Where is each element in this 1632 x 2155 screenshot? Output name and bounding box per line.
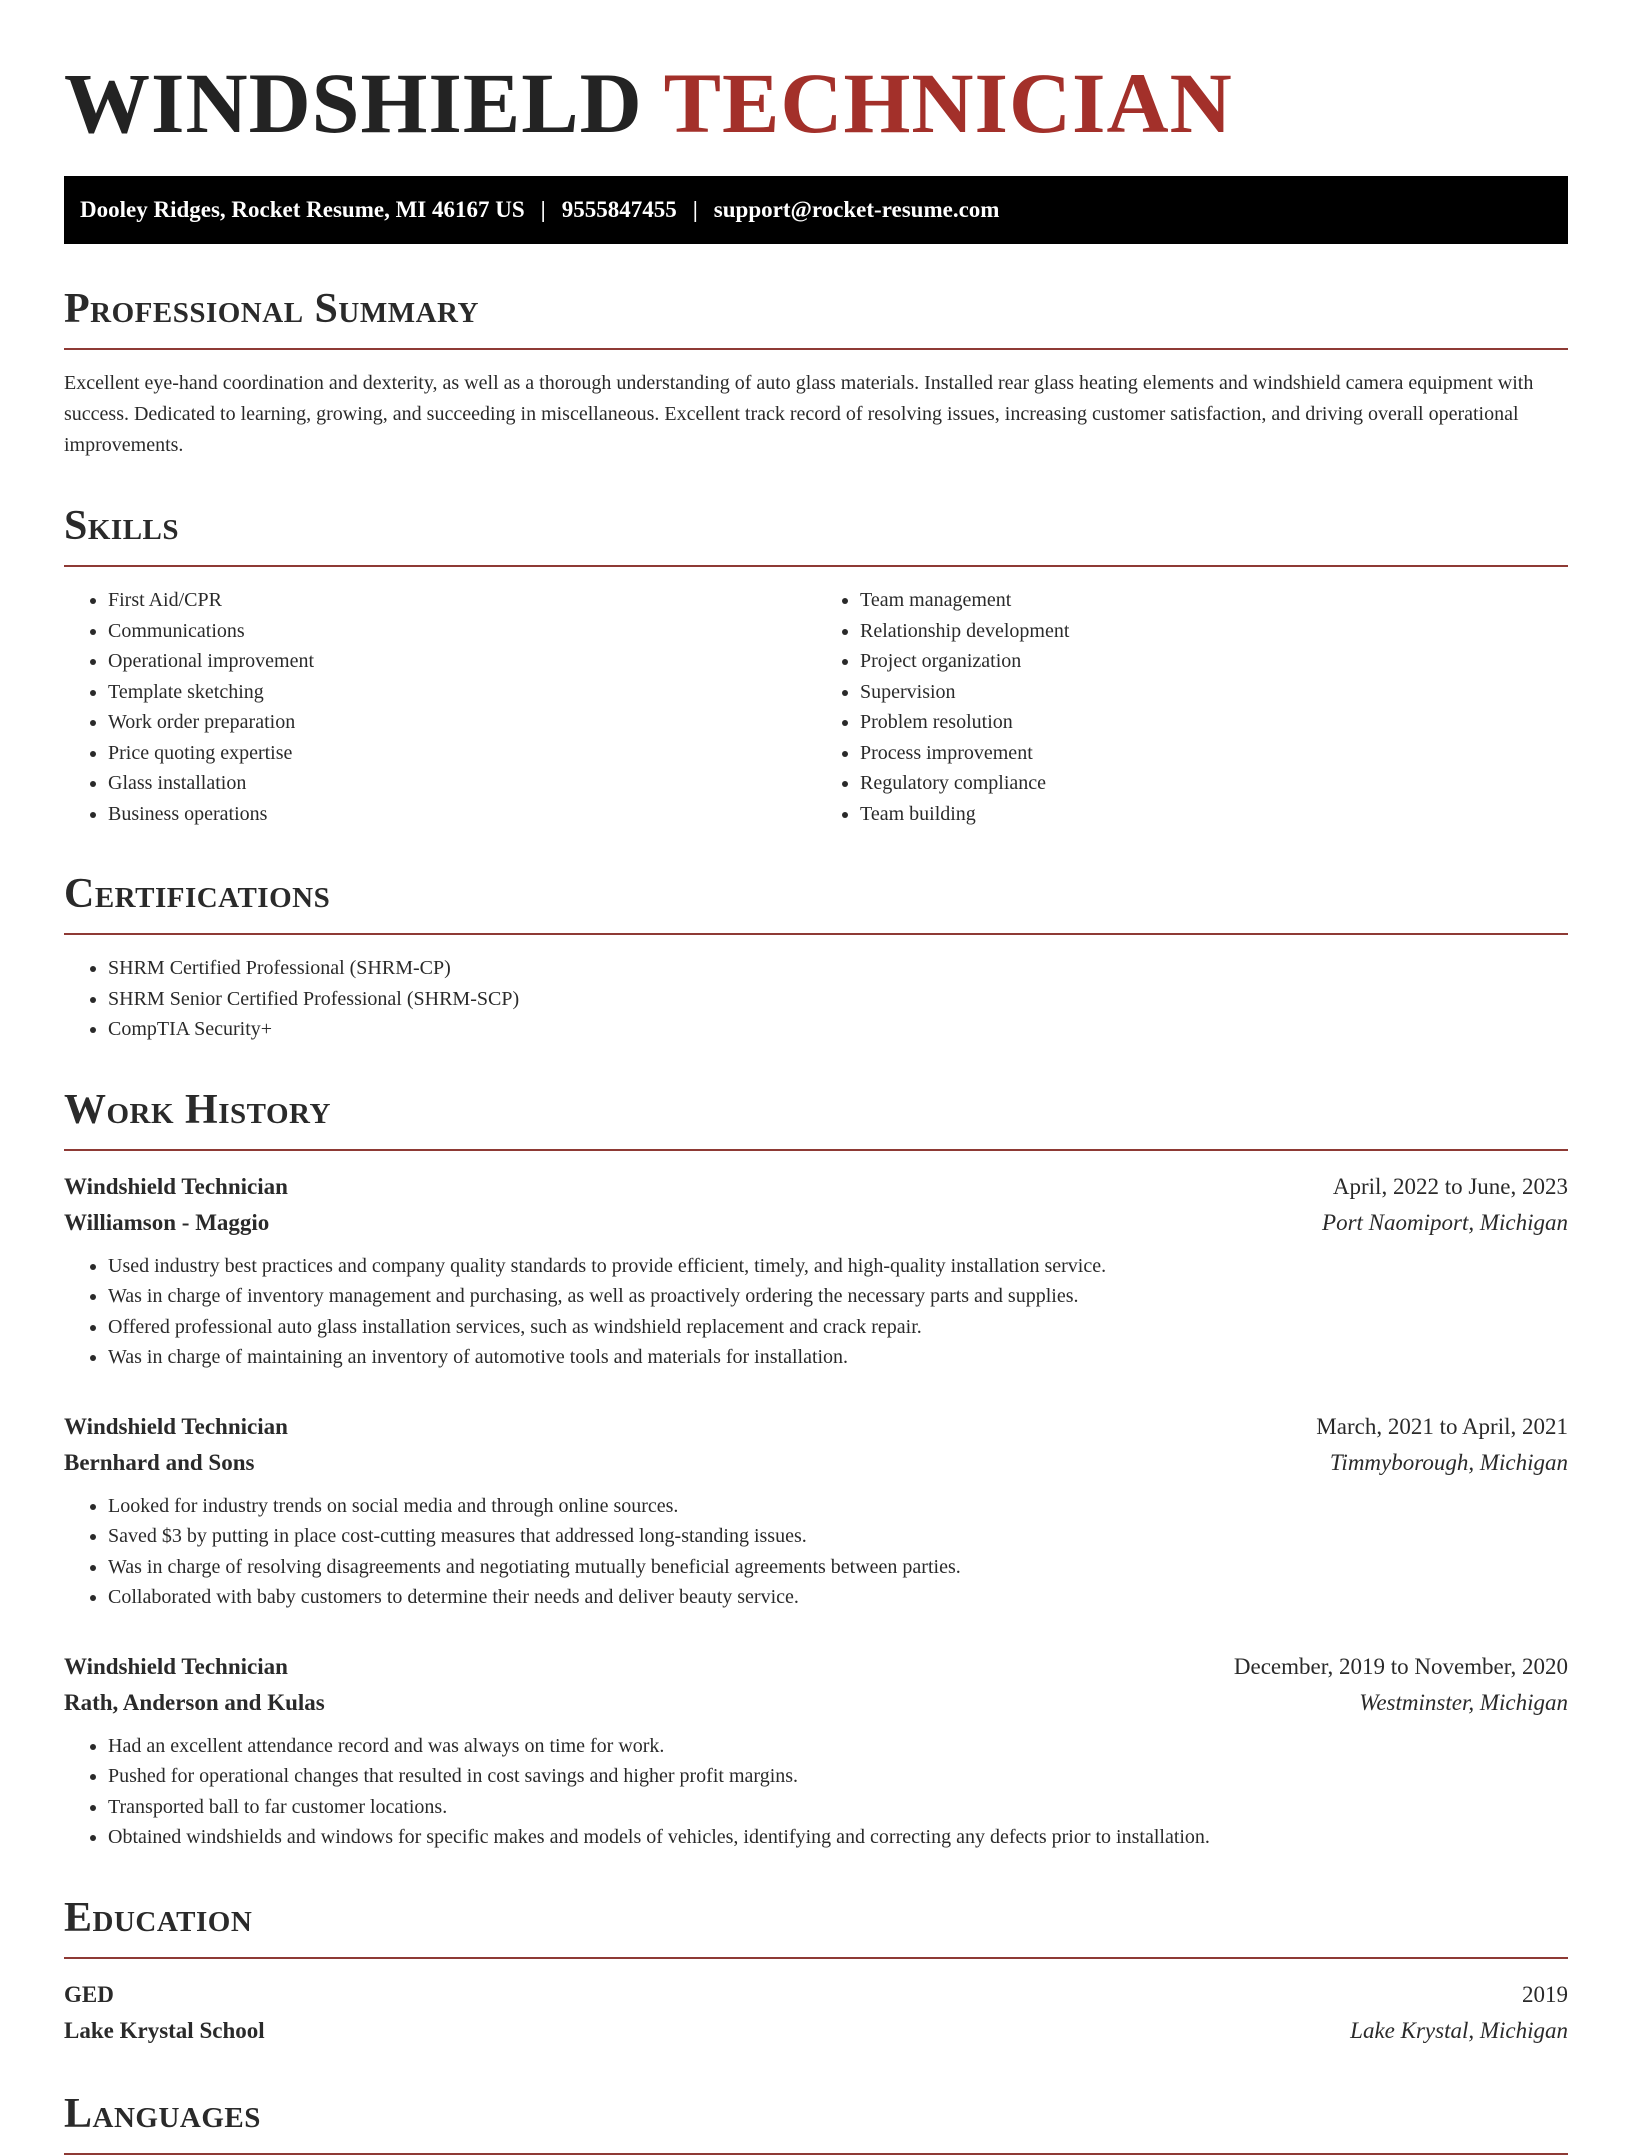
skill-item: • Glass installation [108,768,816,799]
skills-list-right [816,585,1568,829]
job-dates: December, 2019 to November, 2020 [1233,1653,1568,1679]
contact-email: support@rocket-resume.com [713,197,1000,222]
section-divider [64,565,1568,567]
job-role: Windshield Technician [64,1413,288,1439]
skill-item: • Problem resolution [860,707,1568,738]
job-bullet: • Had an excellent attendance record and was always on time for work. [108,1731,1568,1762]
skill-item: • Project organization [860,646,1568,677]
job-entry [64,1169,1568,1373]
skill-item: • Template sketching [108,677,816,708]
job-role: Windshield Technician [64,1173,288,1199]
section-title: Skills [64,503,180,549]
section-title: Certifications [64,871,331,917]
section-title: Languages [64,2090,261,2137]
section-divider [64,2153,1568,2155]
skill-item: • Operational improvement [108,646,816,677]
summary-text: Excellent eye-hand coordination and dexterity, as well as a thorough understanding of auto glass materials. Installed rear glass heating elements and windshield camera equipment with success. Dedicated to learning, growing, and succeeding in miscellaneous. Excellent track record of resolving issues, increasing customer satisfaction, and driving overall operational improvements. [64,372,1534,456]
skills-section [64,501,1568,829]
job-company: Rath, Anderson and Kulas [64,1689,325,1715]
job-dates: March, 2021 to April, 2021 [1316,1413,1568,1439]
section-divider [64,1149,1568,1151]
job-bullet: • Looked for industry trends on social media and through online sources. [108,1491,1568,1522]
skills-list-left [64,585,816,829]
education-year: 2019 [1522,1981,1568,2007]
skill-item: • Team building [860,799,1568,830]
education-section [64,1893,1568,2049]
job-location: Timmyborough, Michigan [1329,1449,1568,1475]
skill-item: • Process improvement [860,738,1568,769]
job-company: Williamson - Maggio [64,1209,270,1235]
name-first: WINDSHIELD [64,55,643,151]
job-bullet: • Was in charge of maintaining an inventory of automotive tools and materials for installation. [108,1342,1568,1373]
education-entry [64,1977,1568,2049]
skill-item: • Work order preparation [108,707,816,738]
job-location: Westminster, Michigan [1359,1689,1568,1715]
job-company: Bernhard and Sons [64,1449,255,1475]
summary-section [64,284,1568,461]
skills-grid [64,585,1568,829]
skill-item: • Price quoting expertise [108,738,816,769]
contact-separator: | [540,197,546,222]
section-divider [64,933,1568,935]
section-title: Professional Summary [64,286,479,332]
contact-address: Dooley Ridges, Rocket Resume, MI 46167 US [80,197,525,222]
job-entry [64,1409,1568,1613]
education-location: Lake Krystal, Michigan [1350,2017,1568,2043]
job-bullet: • Saved $3 by putting in place cost-cutting measures that addressed long-standing issues. [108,1521,1568,1552]
certification-item: • CompTIA Security+ [108,1014,1568,1045]
job-bullet: • Obtained windshields and windows for specific makes and models of vehicles, identifying and correcting any defects prior to installation. [108,1822,1568,1853]
skill-item: • Regulatory compliance [860,768,1568,799]
certifications-section [64,869,1568,1045]
skill-item: • Communications [108,616,816,647]
job-entry [64,1649,1568,1853]
certification-item: • SHRM Certified Professional (SHRM-CP) [108,953,1568,984]
job-location: Port Naomiport, Michigan [1322,1209,1568,1235]
contact-phone: 9555847455 [561,197,677,222]
job-bullets [64,1731,1568,1853]
job-bullet: • Offered professional auto glass installation services, such as windshield replacement and crack repair. [108,1312,1568,1343]
job-bullet: • Used industry best practices and company quality standards to provide efficient, timely, and high-quality installation service. [108,1251,1568,1282]
contact-separator: | [692,197,698,222]
education-school: Lake Krystal School [64,2017,265,2043]
section-divider [64,348,1568,350]
skill-item: • Relationship development [860,616,1568,647]
name-last: TECHNICIAN [663,55,1233,151]
work-history-section [64,1085,1568,1853]
skill-item: • First Aid/CPR [108,585,816,616]
languages-section [64,2089,1568,2155]
job-bullet: • Transported ball to far customer locations. [108,1792,1568,1823]
resume-name [64,52,1568,154]
certification-item: • SHRM Senior Certified Professional (SHRM-SCP) [108,984,1568,1015]
job-bullet: • Was in charge of inventory management and purchasing, as well as proactively ordering the necessary parts and supplies. [108,1281,1568,1312]
section-title: Work History [64,1086,331,1133]
job-bullets [64,1251,1568,1373]
job-bullet: • Was in charge of resolving disagreements and negotiating mutually beneficial agreements between parties. [108,1552,1568,1583]
contact-bar [64,176,1568,244]
education-degree: GED [64,1981,114,2007]
skill-item: • Team management [860,585,1568,616]
job-bullet: • Pushed for operational changes that resulted in cost savings and higher profit margins. [108,1761,1568,1792]
skill-item: • Business operations [108,799,816,830]
section-title: Education [64,1894,253,1941]
job-role: Windshield Technician [64,1653,288,1679]
skill-item: • Supervision [860,677,1568,708]
job-bullet: • Collaborated with baby customers to determine their needs and deliver beauty service. [108,1582,1568,1613]
job-dates: April, 2022 to June, 2023 [1332,1173,1568,1199]
certifications-list [64,953,1568,1045]
job-bullets [64,1491,1568,1613]
section-divider [64,1957,1568,1959]
